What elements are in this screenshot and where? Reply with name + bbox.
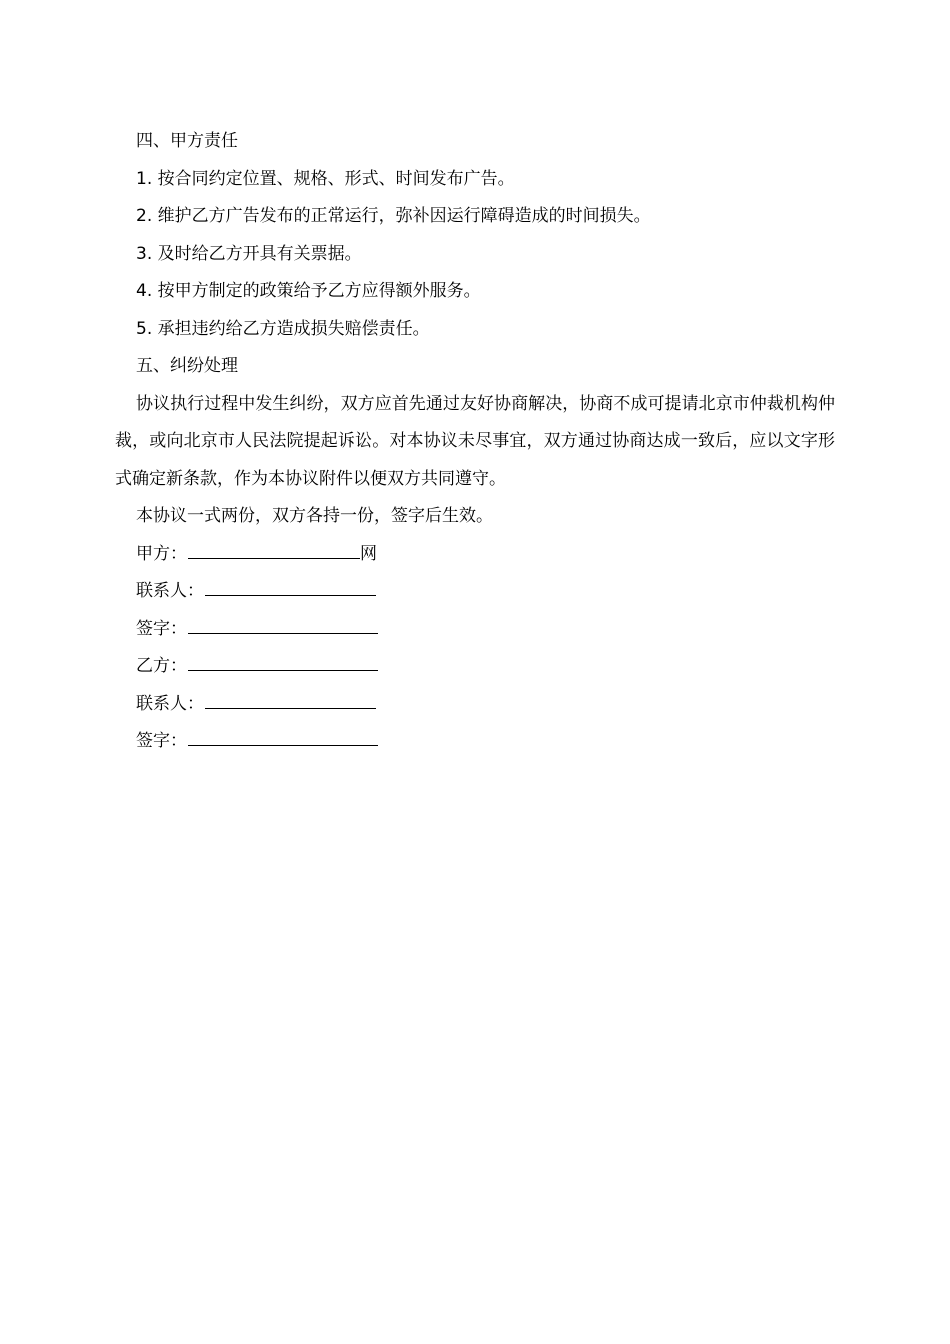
duty-item-3: 3. 及时给乙方开具有关票据。 xyxy=(136,243,362,264)
duty-item-5: 5. 承担违约给乙方造成损失赔偿责任。 xyxy=(136,318,430,339)
sign-a-label: 签字： xyxy=(136,618,187,639)
contact-b-label: 联系人： xyxy=(136,693,204,714)
duty-item-2: 2. 维护乙方广告发布的正常运行，弥补因运行障碍造成的时间损失。 xyxy=(136,206,651,226)
duty-item-4: 4. 按甲方制定的政策给予乙方应得额外服务。 xyxy=(136,281,481,301)
duty-item-1: 1. 按合同约定位置、规格、形式、时间发布广告。 xyxy=(136,168,515,189)
party-b-blank-line xyxy=(188,652,378,671)
signature-row-party-b xyxy=(115,648,835,686)
party-a-blank-line xyxy=(188,540,360,559)
section-heading-dispute: 五、纠纷处理 xyxy=(136,356,238,376)
party-b-label: 乙方： xyxy=(136,656,187,676)
dispute-paragraph: 协议执行过程中发生纠纷，双方应首先通过友好协商解决，协商不成可提请北京市仲裁机构仲裁，或向北京市人民法院提起诉讼。对本协议未尽事宜，双方通过协商达成一致后，应以文字形式确定新条款，作为本协议附件以便双方共同遵守。 xyxy=(115,393,835,489)
contact-b-blank-line xyxy=(205,690,376,709)
document-body xyxy=(115,123,835,761)
closing-statement: 本协议一式两份，双方各持一份，签字后生效。 xyxy=(136,506,493,526)
party-a-suffix: 网 xyxy=(360,543,377,564)
section-heading-party-a-duties: 四、甲方责任 xyxy=(136,131,238,151)
signature-row-contact-b xyxy=(115,686,835,724)
contact-a-label: 联系人： xyxy=(136,581,204,601)
signature-row-contact-a xyxy=(115,573,835,611)
signature-row-party-a xyxy=(115,536,835,574)
sign-b-label: 签字： xyxy=(136,731,187,751)
signature-row-sign-a xyxy=(115,611,835,649)
contact-a-blank-line xyxy=(205,577,376,596)
party-a-label: 甲方： xyxy=(136,543,187,564)
sign-a-blank-line xyxy=(188,615,378,634)
sign-b-blank-line xyxy=(188,727,378,746)
signature-row-sign-b xyxy=(115,723,835,761)
